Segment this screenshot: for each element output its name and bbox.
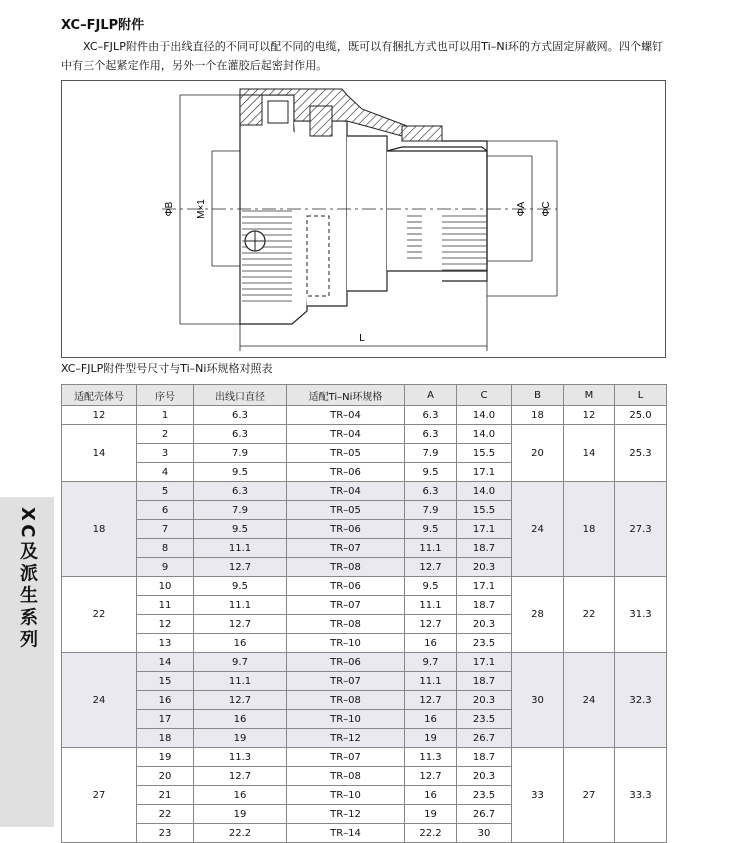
a-cell: 12.7 [405, 691, 457, 710]
tini-ring-cell: TR–08 [287, 691, 405, 710]
a-cell: 6.3 [405, 482, 457, 501]
l-cell: 31.3 [615, 577, 667, 653]
l-cell: 33.3 [615, 748, 667, 843]
seq-cell: 18 [137, 729, 194, 748]
seq-cell: 7 [137, 520, 194, 539]
outlet-diameter-cell: 12.7 [194, 767, 287, 786]
table-header-row [62, 385, 667, 406]
table-row [62, 482, 667, 501]
m-cell: 14 [564, 425, 615, 482]
tini-ring-cell: TR–14 [287, 824, 405, 843]
c-cell: 20.3 [457, 558, 512, 577]
c-cell: 20.3 [457, 691, 512, 710]
table-row [62, 406, 667, 425]
c-cell: 20.3 [457, 767, 512, 786]
a-cell: 11.1 [405, 672, 457, 691]
tini-ring-cell: TR–06 [287, 463, 405, 482]
l-cell: 25.3 [615, 425, 667, 482]
outlet-diameter-cell: 9.5 [194, 520, 287, 539]
table-row [62, 577, 667, 596]
b-cell: 33 [512, 748, 564, 843]
c-cell: 23.5 [457, 710, 512, 729]
seq-cell: 21 [137, 786, 194, 805]
m-cell: 24 [564, 653, 615, 748]
outlet-diameter-cell: 9.5 [194, 463, 287, 482]
c-cell: 20.3 [457, 615, 512, 634]
a-cell: 9.5 [405, 520, 457, 539]
seq-cell: 5 [137, 482, 194, 501]
seq-cell: 23 [137, 824, 194, 843]
shell-size-cell: 12 [62, 406, 137, 425]
outlet-diameter-cell: 6.3 [194, 406, 287, 425]
shell-size-cell: 14 [62, 425, 137, 482]
a-cell: 11.1 [405, 596, 457, 615]
c-cell: 23.5 [457, 634, 512, 653]
a-cell: 7.9 [405, 501, 457, 520]
outlet-diameter-cell: 11.1 [194, 672, 287, 691]
table-row [62, 425, 667, 444]
tini-ring-cell: TR–06 [287, 577, 405, 596]
a-cell: 7.9 [405, 444, 457, 463]
tini-ring-cell: TR–08 [287, 615, 405, 634]
shell-size-cell: 18 [62, 482, 137, 577]
outlet-diameter-cell: 12.7 [194, 691, 287, 710]
table-caption: XC–FJLP附件型号尺寸与Ti–Ni环规格对照表 [61, 362, 273, 375]
seq-cell: 19 [137, 748, 194, 767]
a-cell: 19 [405, 805, 457, 824]
seq-cell: 10 [137, 577, 194, 596]
c-cell: 14.0 [457, 482, 512, 501]
seq-cell: 14 [137, 653, 194, 672]
side-tab-label: XC及派生系列 [17, 507, 38, 652]
header-cell: C [457, 385, 512, 406]
c-cell: 15.5 [457, 444, 512, 463]
c-cell: 17.1 [457, 577, 512, 596]
c-cell: 17.1 [457, 653, 512, 672]
tini-ring-cell: TR–10 [287, 710, 405, 729]
seq-cell: 17 [137, 710, 194, 729]
seq-cell: 3 [137, 444, 194, 463]
drawing-svg [62, 81, 667, 359]
l-cell: 27.3 [615, 482, 667, 577]
tini-ring-cell: TR–04 [287, 425, 405, 444]
c-cell: 26.7 [457, 805, 512, 824]
m-cell: 18 [564, 482, 615, 577]
b-cell: 18 [512, 406, 564, 425]
outlet-diameter-cell: 7.9 [194, 501, 287, 520]
a-cell: 9.7 [405, 653, 457, 672]
outlet-diameter-cell: 12.7 [194, 558, 287, 577]
outlet-diameter-cell: 11.1 [194, 539, 287, 558]
seq-cell: 12 [137, 615, 194, 634]
a-cell: 6.3 [405, 406, 457, 425]
a-cell: 16 [405, 786, 457, 805]
label-phi-b: ΦB [164, 201, 175, 217]
tini-ring-cell: TR–07 [287, 596, 405, 615]
shell-size-cell: 22 [62, 577, 137, 653]
outlet-diameter-cell: 12.7 [194, 615, 287, 634]
seq-cell: 9 [137, 558, 194, 577]
spec-table-body [62, 406, 667, 843]
b-cell: 24 [512, 482, 564, 577]
seq-cell: 2 [137, 425, 194, 444]
a-cell: 12.7 [405, 558, 457, 577]
tini-ring-cell: TR–08 [287, 558, 405, 577]
b-cell: 28 [512, 577, 564, 653]
c-cell: 18.7 [457, 672, 512, 691]
outlet-diameter-cell: 11.3 [194, 748, 287, 767]
c-cell: 15.5 [457, 501, 512, 520]
tini-ring-cell: TR–07 [287, 672, 405, 691]
label-phi-a: ΦA [516, 201, 527, 217]
outlet-diameter-cell: 16 [194, 786, 287, 805]
label-phi-c: ΦC [541, 201, 552, 217]
l-cell: 25.0 [615, 406, 667, 425]
outlet-diameter-cell: 7.9 [194, 444, 287, 463]
tini-ring-cell: TR–06 [287, 653, 405, 672]
seq-cell: 4 [137, 463, 194, 482]
tini-ring-cell: TR–10 [287, 786, 405, 805]
outlet-diameter-cell: 11.1 [194, 596, 287, 615]
tini-ring-cell: TR–12 [287, 805, 405, 824]
header-cell: M [564, 385, 615, 406]
tini-ring-cell: TR–07 [287, 539, 405, 558]
seq-cell: 1 [137, 406, 194, 425]
shell-size-cell: 24 [62, 653, 137, 748]
a-cell: 19 [405, 729, 457, 748]
a-cell: 6.3 [405, 425, 457, 444]
seq-cell: 16 [137, 691, 194, 710]
header-cell: 适配Ti–Ni环规格 [287, 385, 405, 406]
seq-cell: 13 [137, 634, 194, 653]
tini-ring-cell: TR–04 [287, 482, 405, 501]
a-cell: 9.5 [405, 577, 457, 596]
m-cell: 12 [564, 406, 615, 425]
tini-ring-cell: TR–10 [287, 634, 405, 653]
tini-ring-cell: TR–04 [287, 406, 405, 425]
tini-ring-cell: TR–06 [287, 520, 405, 539]
header-cell: A [405, 385, 457, 406]
page-title: XC–FJLP附件 [61, 18, 145, 33]
a-cell: 12.7 [405, 767, 457, 786]
a-cell: 16 [405, 634, 457, 653]
outlet-diameter-cell: 19 [194, 805, 287, 824]
tini-ring-cell: TR–05 [287, 444, 405, 463]
outlet-diameter-cell: 9.7 [194, 653, 287, 672]
label-l: L [359, 333, 365, 344]
l-cell: 32.3 [615, 653, 667, 748]
c-cell: 26.7 [457, 729, 512, 748]
c-cell: 17.1 [457, 463, 512, 482]
header-cell: B [512, 385, 564, 406]
seq-cell: 15 [137, 672, 194, 691]
outlet-diameter-cell: 6.3 [194, 482, 287, 501]
a-cell: 22.2 [405, 824, 457, 843]
spec-table [61, 384, 667, 843]
c-cell: 18.7 [457, 539, 512, 558]
header-cell: 适配壳体号 [62, 385, 137, 406]
table-row [62, 653, 667, 672]
a-cell: 16 [405, 710, 457, 729]
m-cell: 27 [564, 748, 615, 843]
outlet-diameter-cell: 16 [194, 710, 287, 729]
outlet-diameter-cell: 9.5 [194, 577, 287, 596]
a-cell: 11.1 [405, 539, 457, 558]
seq-cell: 8 [137, 539, 194, 558]
outlet-diameter-cell: 19 [194, 729, 287, 748]
seq-cell: 6 [137, 501, 194, 520]
c-cell: 14.0 [457, 406, 512, 425]
a-cell: 11.3 [405, 748, 457, 767]
tini-ring-cell: TR–08 [287, 767, 405, 786]
tini-ring-cell: TR–05 [287, 501, 405, 520]
a-cell: 9.5 [405, 463, 457, 482]
description-paragraph: XC–FJLP附件由于出线直径的不同可以配不同的电缆，既可以有捆扎方式也可以用Ti–Ni环的方式固定屏蔽网。四个螺钉中有三个起紧定作用，另外一个在灌胶后起密封作用。 [61, 40, 664, 72]
c-cell: 30 [457, 824, 512, 843]
seq-cell: 11 [137, 596, 194, 615]
c-cell: 14.0 [457, 425, 512, 444]
c-cell: 17.1 [457, 520, 512, 539]
a-cell: 12.7 [405, 615, 457, 634]
header-cell: 出线口直径 [194, 385, 287, 406]
tini-ring-cell: TR–12 [287, 729, 405, 748]
outlet-diameter-cell: 6.3 [194, 425, 287, 444]
side-tab [0, 497, 54, 827]
b-cell: 20 [512, 425, 564, 482]
header-cell: 序号 [137, 385, 194, 406]
m-cell: 22 [564, 577, 615, 653]
c-cell: 23.5 [457, 786, 512, 805]
technical-drawing [61, 80, 666, 358]
seq-cell: 20 [137, 767, 194, 786]
shell-size-cell: 27 [62, 748, 137, 843]
table-row [62, 748, 667, 767]
outlet-diameter-cell: 16 [194, 634, 287, 653]
outlet-diameter-cell: 22.2 [194, 824, 287, 843]
c-cell: 18.7 [457, 596, 512, 615]
label-m: M×1 [196, 199, 207, 219]
header-cell: L [615, 385, 667, 406]
c-cell: 18.7 [457, 748, 512, 767]
tini-ring-cell: TR–07 [287, 748, 405, 767]
b-cell: 30 [512, 653, 564, 748]
seq-cell: 22 [137, 805, 194, 824]
